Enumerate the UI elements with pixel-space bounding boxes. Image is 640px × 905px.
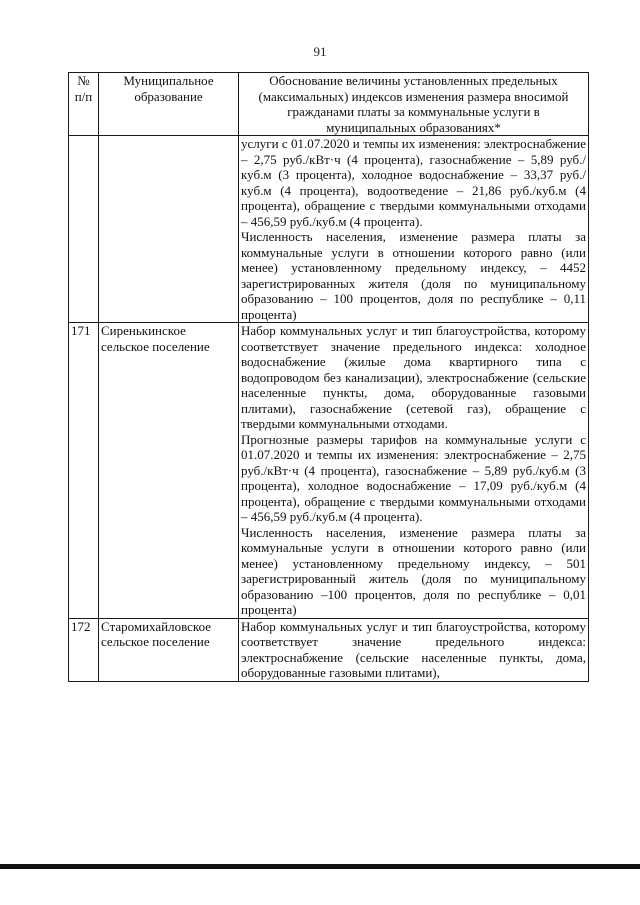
justification-paragraph: Численность населения, изменение размера платы за коммунальные услуги в отношении которого равно (или менее) установленному предельному индексу, – 501 зарегистрированный житель (доля по муниципальному образованию –100 процентов, доля по республике – 0,01 процента) xyxy=(241,524,586,617)
justification-paragraph: Набор коммунальных услуг и тип благоустройства, которому соответствует значение предельного индекса: электроснабжение (сельские населенные пункты, дома, оборудованные газовыми плитами), xyxy=(241,618,586,680)
justification-paragraph: Численность населения, изменение размера платы за коммунальные услуги в отношении которого равно (или менее) установленному предельному индексу, – 4452 зарегистрированных жителя (доля по муниципальному образованию – 100 процентов, доля по республике – 0,11 процента) xyxy=(241,229,586,322)
page-number: 91 xyxy=(313,44,327,59)
justification-paragraph: Прогнозные размеры тарифов на коммунальные услуги с 01.07.2020 и темпы их изменения: электроснабжение – 2,75 руб./кВт·ч (4 процента), газоснабжение – 5,89 руб./куб.м (3 процента), холодное водоснабжение – 17,09 руб./куб.м (4 процента), обращение с твердыми коммунальными отходами – 456,59 руб./куб.м (4 процента). xyxy=(241,431,586,524)
row-municipality: Старомихайловское сельское поселение xyxy=(99,618,239,681)
row-number: 171 xyxy=(69,323,99,619)
row-justification xyxy=(239,618,589,681)
justification-paragraph: Набор коммунальных услуг и тип благоустройства, которому соответствует значение предельного индекса: холодное водоснабжение (жилые дома квартирного типа с водопроводом без канализации), электроснабжение (сельские населенные пункты, дома, оборудованные газовыми плитами), газоснабжение (сетевой газ), обращение с твердыми коммунальными отходами. xyxy=(241,323,586,431)
row-municipality: Сиренькинское сельское поселение xyxy=(99,323,239,619)
header-number: № п/п xyxy=(69,73,99,136)
table-row xyxy=(69,323,589,619)
row-justification xyxy=(239,136,589,323)
row-municipality xyxy=(99,136,239,323)
header-municipality: Муниципальное образование xyxy=(99,73,239,136)
justification-paragraph: услуги с 01.07.2020 и темпы их изменения: электроснабжение – 2,75 руб./кВт·ч (4 процента), газоснабжение – 5,89 руб./куб.м (3 процента), холодное водоснабжение – 33,37 руб./куб.м (4 процента), водоотведение – 21,86 руб./куб.м (4 процента), обращение с твердыми коммунальными отходами – 456,59 руб./куб.м (4 процента). xyxy=(241,136,586,229)
scan-edge-bar xyxy=(0,864,640,869)
row-justification xyxy=(239,323,589,619)
table-row xyxy=(69,136,589,323)
header-justification: Обоснование величины установленных предельных (максимальных) индексов изменения размера вносимой гражданами платы за коммунальные услуги в муниципальных образованиях* xyxy=(239,73,589,136)
row-number: 172 xyxy=(69,618,99,681)
row-number xyxy=(69,136,99,323)
index-justification-table xyxy=(68,72,589,682)
table-header-row xyxy=(69,73,589,136)
table-row xyxy=(69,618,589,681)
